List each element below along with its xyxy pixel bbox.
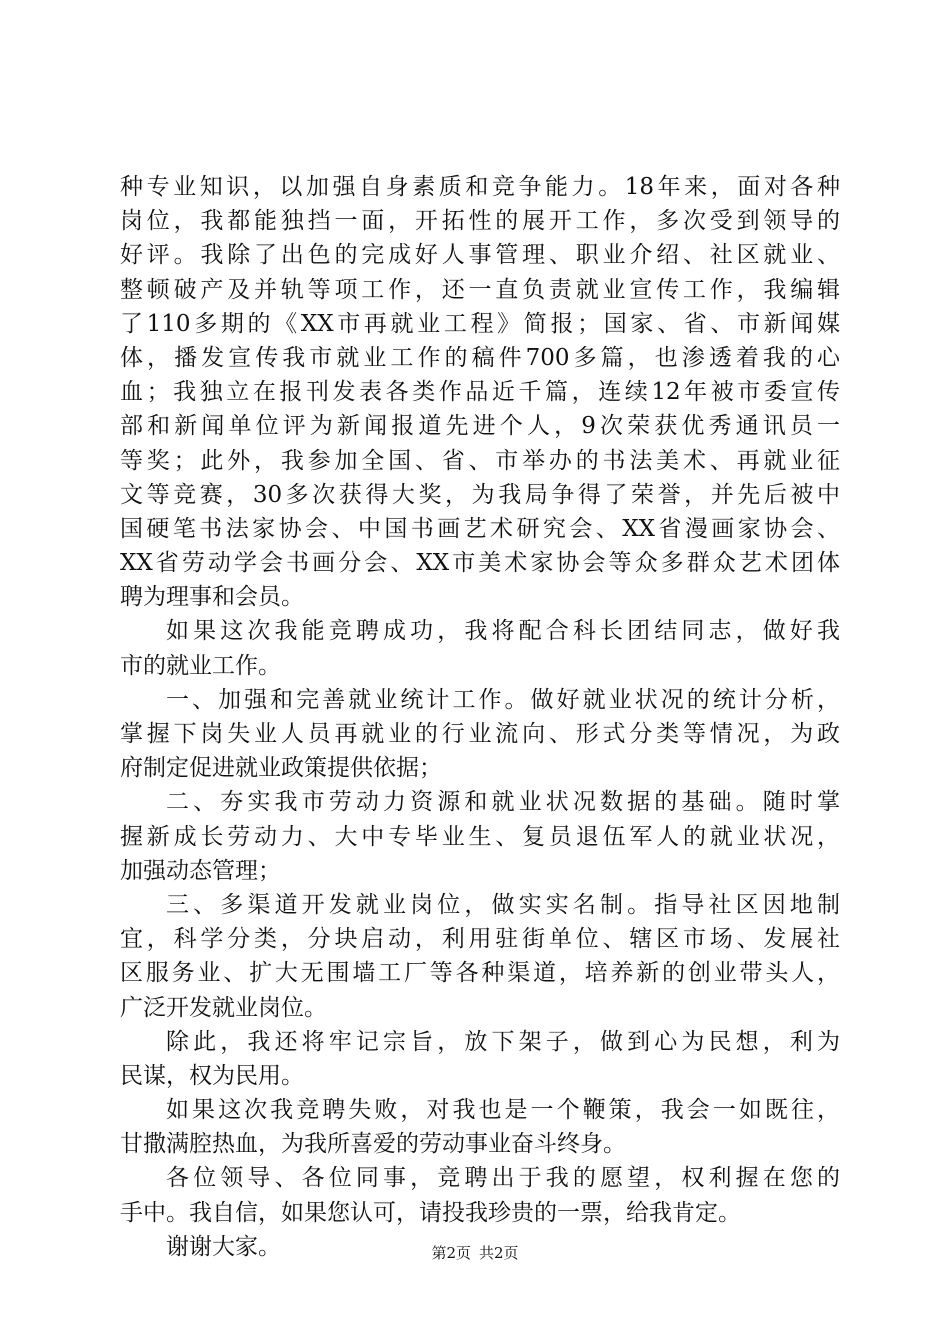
text-line: 一、加强和完善就业统计工作。做好就业状况的统计分析， — [166, 686, 840, 713]
text-line: 谢谢大家。 — [166, 1233, 281, 1260]
text-line: 体，播发宣传我市就业工作的稿件700多篇，也渗透着我的心 — [120, 344, 840, 371]
text-line: 甘撒满腔热血，为我所喜爱的劳动事业奋斗终身。 — [120, 1131, 626, 1158]
text-line: 种专业知识，以加强自身素质和竞争能力。18年来，面对各种 — [120, 174, 840, 200]
text-line: 手中。我自信，如果您认可，请投我珍贵的一票，给我肯定。 — [120, 1199, 741, 1226]
text-line: 握新成长劳动力、大中专毕业生、复员退伍军人的就业状况， — [120, 823, 840, 850]
text-line: 如果这次我竞聘失败，对我也是一个鞭策，我会一如既往， — [166, 1097, 840, 1124]
text-line: 文等竞赛，30多次获得大奖，为我局争得了荣誉，并先后被中 — [120, 481, 840, 508]
page-total: 共2页 — [479, 1244, 519, 1262]
document-body — [120, 170, 840, 1264]
text-line: 国硬笔书法家协会、中国书画艺术研究会、XX省漫画家协会、 — [120, 515, 840, 542]
text-line: 整顿破产及并轨等项工作，还一直负责就业宣传工作，我编辑 — [120, 276, 840, 303]
text-line: 了110多期的《XX市再就业工程》简报；国家、省、市新闻媒 — [120, 310, 840, 337]
text-line: 民谋，权为民用。 — [120, 1062, 304, 1089]
text-line: 市的就业工作。 — [120, 652, 281, 679]
text-line: 广泛开发就业岗位。 — [120, 994, 327, 1021]
text-line: 聘为理事和会员。 — [120, 584, 304, 611]
text-line: 部和新闻单位评为新闻报道先进个人，9次荣获优秀通讯员一 — [120, 413, 840, 440]
text-line: 三、多渠道开发就业岗位，做实实名制。指导社区因地制 — [166, 891, 840, 918]
text-line: 宜，科学分类，分块启动，利用驻街单位、辖区市场、发展社 — [120, 926, 840, 953]
text-line: 加强动态管理； — [120, 857, 281, 884]
text-line: 掌握下岗失业人员再就业的行业流向、形式分类等情况，为政 — [120, 721, 840, 747]
text-line: 血；我独立在报刊发表各类作品近千篇，连续12年被市委宣传 — [120, 379, 840, 406]
text-line: 等奖；此外，我参加全国、省、市举办的书法美术、再就业征 — [120, 447, 840, 474]
text-line: 府制定促进就业政策提供依据； — [120, 755, 442, 782]
text-line: 区服务业、扩大无围墙工厂等各种渠道，培养新的创业带头人， — [120, 960, 840, 987]
text-line: 岗位，我都能独挡一面，开拓性的展开工作，多次受到领导的 — [120, 208, 840, 235]
text-line: 除此，我还将牢记宗旨，放下架子，做到心为民想，利为 — [166, 1028, 840, 1055]
text-line: 各位领导、各位同事，竞聘出于我的愿望，权利握在您的 — [166, 1165, 840, 1192]
page-number: 第2页 — [431, 1244, 471, 1262]
text-line: XX省劳动学会书画分会、XX市美术家协会等众多群众艺术团体 — [120, 550, 840, 577]
text-line: 好评。我除了出色的完成好人事管理、职业介绍、社区就业、 — [120, 242, 840, 269]
page-footer — [0, 1243, 950, 1263]
text-line: 二、夯实我市劳动力资源和就业状况数据的基础。随时掌 — [166, 789, 840, 816]
text-line: 如果这次我能竞聘成功，我将配合科长团结同志，做好我 — [166, 618, 840, 645]
